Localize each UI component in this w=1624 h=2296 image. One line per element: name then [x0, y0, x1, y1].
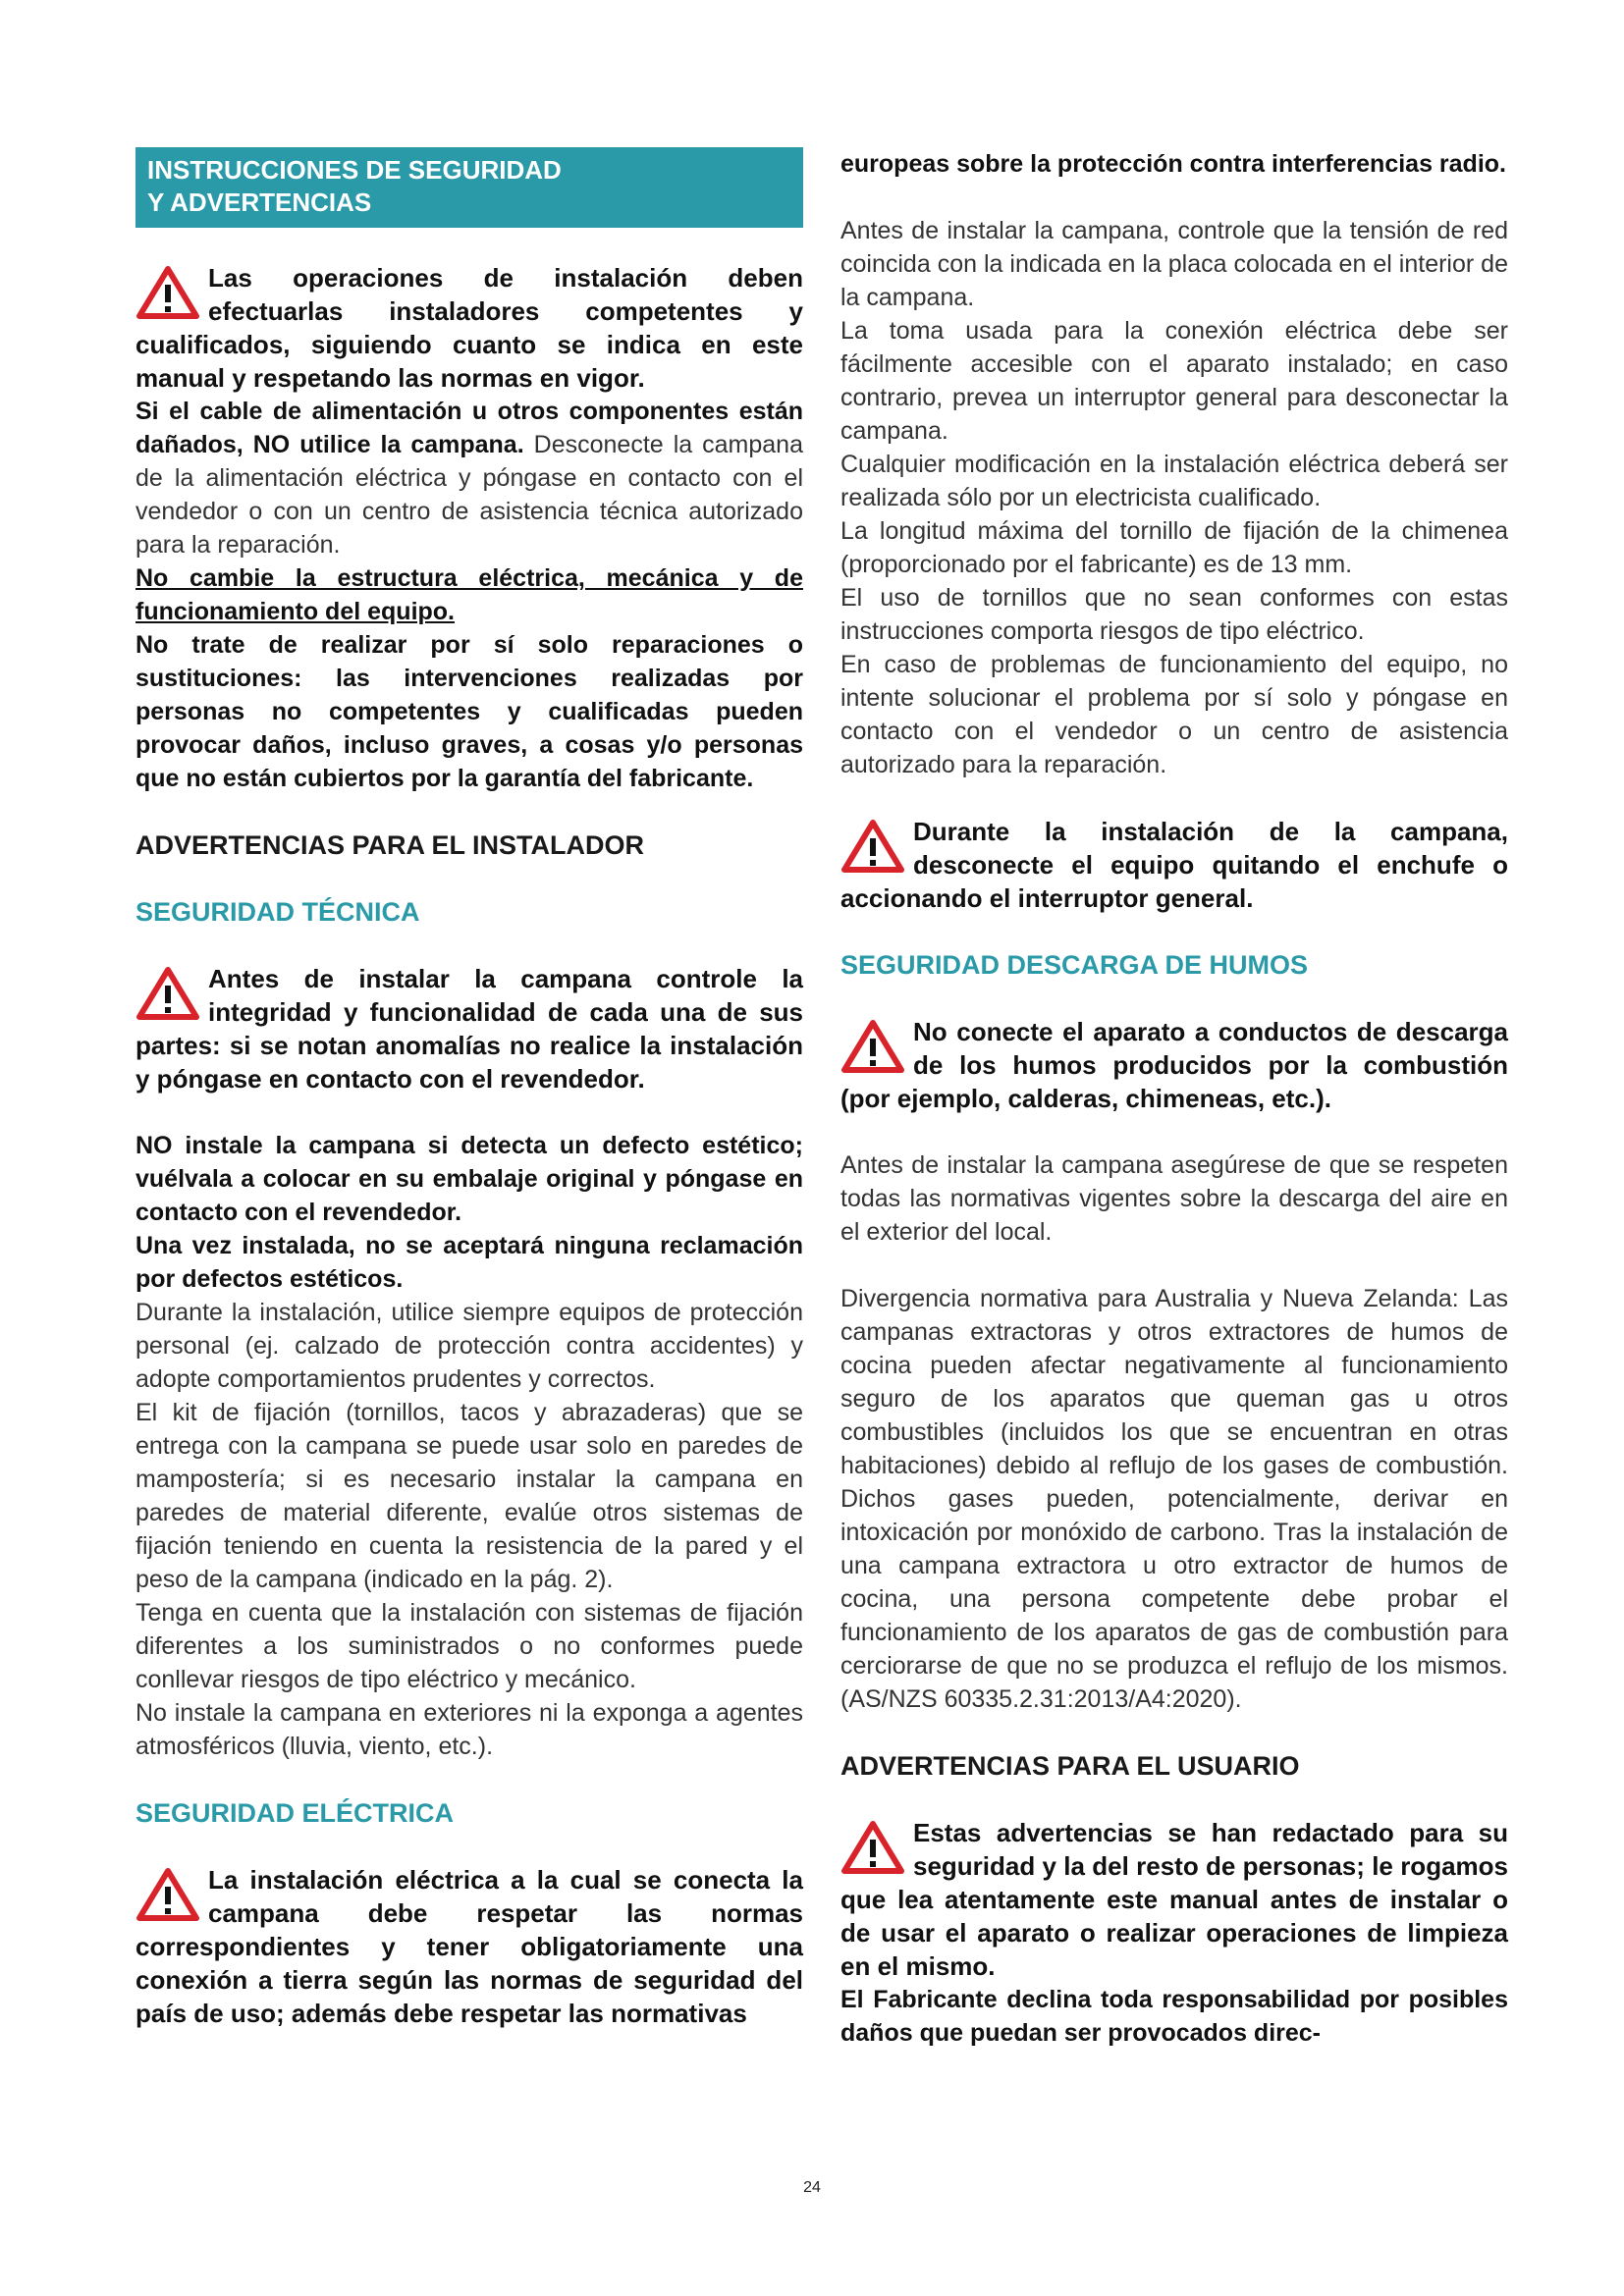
warning-read-manual [840, 1816, 1508, 1983]
no-change-structure: No cambie la estructura eléctrica, mecánica y de funcionamiento del equipo. [135, 564, 803, 625]
no-self-repair: No trate de realizar por sí solo reparaciones o sustituciones: las intervenciones realizadas por personas no competentes y cualificadas pueden provocar daños, incluso graves, a cosas y/o personas que no están cubiertos por la garantía del fabricante. [135, 631, 803, 792]
warning-check-integrity [135, 962, 803, 1095]
warning-installers [135, 261, 803, 395]
fixing-systems-paragraph: Tenga en cuenta que la instalación con sistemas de fijación diferentes a los suministrados o no conformes puede conllevar riesgos de tipo eléctrico y mecánico. [135, 1599, 803, 1693]
technical-safety-heading: SEGURIDAD TÉCNICA [135, 897, 420, 927]
warning-read-manual-text: Estas advertencias se han redactado para su seguridad y la del resto de personas; le rogamos que lea atentamente este manual antes de instalar o de usar el aparato o realizar operaciones de limpieza en el mismo. [840, 1818, 1508, 1981]
page-number: 24 [803, 2179, 821, 2196]
warning-check-integrity-text: Antes de instalar la campana controle la integridad y funcionalidad de cada una de sus partes: si se notan anomalías no realice la instalación y póngase en contacto con el revendedor. [135, 964, 803, 1094]
electrical-safety-heading: SEGURIDAD ELÉCTRICA [135, 1798, 455, 1828]
warning-installers-text: Las operaciones de instalación deben efectuarlas instaladores competentes y cualificados, siguiendo cuanto se indica en este manual y respetando las normas en vigor. [135, 263, 803, 393]
aesthetic-defect-paragraph: NO instale la campana si detecta un defecto estético; vuélvala a colocar en su embalaje original y póngase en contacto con el revendedor. [135, 1132, 803, 1226]
warning-ducts [840, 1015, 1508, 1115]
smoke-discharge-heading: SEGURIDAD DESCARGA DE HUMOS [840, 950, 1309, 980]
warning-electrical [135, 1863, 803, 2030]
warning-icon [840, 819, 905, 876]
socket-paragraph: La toma usada para la conexión eléctrica debe ser fácilmente accesible con el aparato instalado; en caso contrario, prevea un interruptor general para desconectar la campana. [840, 317, 1508, 445]
warning-disconnect-text: Durante la instalación de la campana, desconecte el equipo quitando el enchufe o accionando el interruptor general. [840, 817, 1508, 913]
voltage-paragraph: Antes de instalar la campana, controle que la tensión de red coincida con la indicada en la placa colocada en el interior de la campana. [840, 217, 1508, 311]
outdoor-paragraph: No instale la campana en exteriores ni la exponga a agentes atmosféricos (lluvia, viento, etc.). [135, 1699, 803, 1760]
screw-risk-paragraph: El uso de tornillos que no sean conformes con estas instrucciones comporta riesgos de tipo eléctrico. [840, 584, 1508, 645]
radio-interference-paragraph: europeas sobre la protección contra interferencias radio. [840, 150, 1506, 178]
manufacturer-liability-paragraph: El Fabricante declina toda responsabilidad por posibles daños que puedan ser provocados direc- [840, 1986, 1508, 2047]
damaged-cable-paragraph [135, 395, 803, 561]
warning-disconnect [840, 815, 1508, 915]
warning-icon [840, 1820, 905, 1877]
damaged-cable-text: Desconecte la campana de la alimentación eléctrica y póngase en contacto con el vendedor o con un centro de asistencia técnica autorizado para la reparación. [135, 431, 803, 559]
header-line-1: INSTRUCCIONES DE SEGURIDAD [147, 155, 562, 185]
left-column [135, 147, 803, 2030]
warning-ducts-text: No conecte el aparato a conductos de descarga de los humos producidos por la combustión (por ejemplo, calderas, chimeneas, etc.). [840, 1017, 1508, 1113]
warning-icon [840, 1019, 905, 1076]
screw-length-paragraph: La longitud máxima del tornillo de fijación de la chimenea (proporcionado por el fabricante) es de 13 mm. [840, 517, 1508, 578]
australia-nz-paragraph: Divergencia normativa para Australia y Nueva Zelanda: Las campanas extractoras y otros extractores de humos de cocina pueden afectar negativamente al funcionamiento seguro de los aparatos que queman gas u otros combustibles (incluidos los que se encuentran en otras habitaciones) debido al reflujo de los gases de combustión. Dichos gases pueden, potencialmente, derivar en intoxicación por monóxido de carbono. Tras la instalación de una campana extractora u otro extractor de humos de cocina, una persona competente debe probar el funcionamiento de los aparatos de gas de combustión para cerciorarse de que no se produzca el reflujo de los mismos. (AS/NZS 60335.2.31:2013/A4:2020). [840, 1285, 1508, 1713]
malfunction-paragraph: En caso de problemas de funcionamiento del equipo, no intente solucionar el problema por sí solo y póngase en contacto con el vendedor o un centro de asistencia autorizado para la reparación. [840, 651, 1508, 778]
user-warnings-heading: ADVERTENCIAS PARA EL USUARIO [840, 1751, 1300, 1781]
header-line-2: Y ADVERTENCIAS [147, 187, 372, 217]
warning-icon [135, 966, 200, 1023]
air-discharge-paragraph: Antes de instalar la campana asegúrese de que se respeten todas las normativas vigentes sobre la descarga del aire en el exterior del local. [840, 1151, 1508, 1246]
warning-icon [135, 265, 200, 322]
installer-warnings-heading: ADVERTENCIAS PARA EL INSTALADOR [135, 830, 645, 860]
right-column [840, 147, 1508, 2050]
no-claims-paragraph: Una vez instalada, no se aceptará ninguna reclamación por defectos estéticos. [135, 1232, 803, 1293]
damaged-cable-bold: Si el cable de alimentación u otros componentes están dañados, NO utilice la campana. [135, 398, 803, 458]
warning-electrical-text: La instalación eléctrica a la cual se conecta la campana debe respetar las normas correspondientes y tener obligatoriamente una conexión a tierra según las normas de seguridad del país de uso; además debe respetar las normativas [135, 1865, 803, 2028]
modification-paragraph: Cualquier modificación en la instalación eléctrica deberá ser realizada sólo por un electricista cualificado. [840, 451, 1508, 511]
fixing-kit-paragraph: El kit de fijación (tornillos, tacos y abrazaderas) que se entrega con la campana se puede usar solo en paredes de mampostería; si es necesario instalar la campana en paredes de material diferente, evalúe otros sistemas de fijación teniendo en cuenta la resistencia de la pared y el peso de la campana (indicado en la pág. 2). [135, 1399, 803, 1593]
warning-icon [135, 1867, 200, 1924]
section-header [135, 147, 803, 228]
protective-equipment-paragraph: Durante la instalación, utilice siempre equipos de protección personal (ej. calzado de protección contra accidentes) y adopte comportamientos prudentes y correctos. [135, 1299, 803, 1393]
